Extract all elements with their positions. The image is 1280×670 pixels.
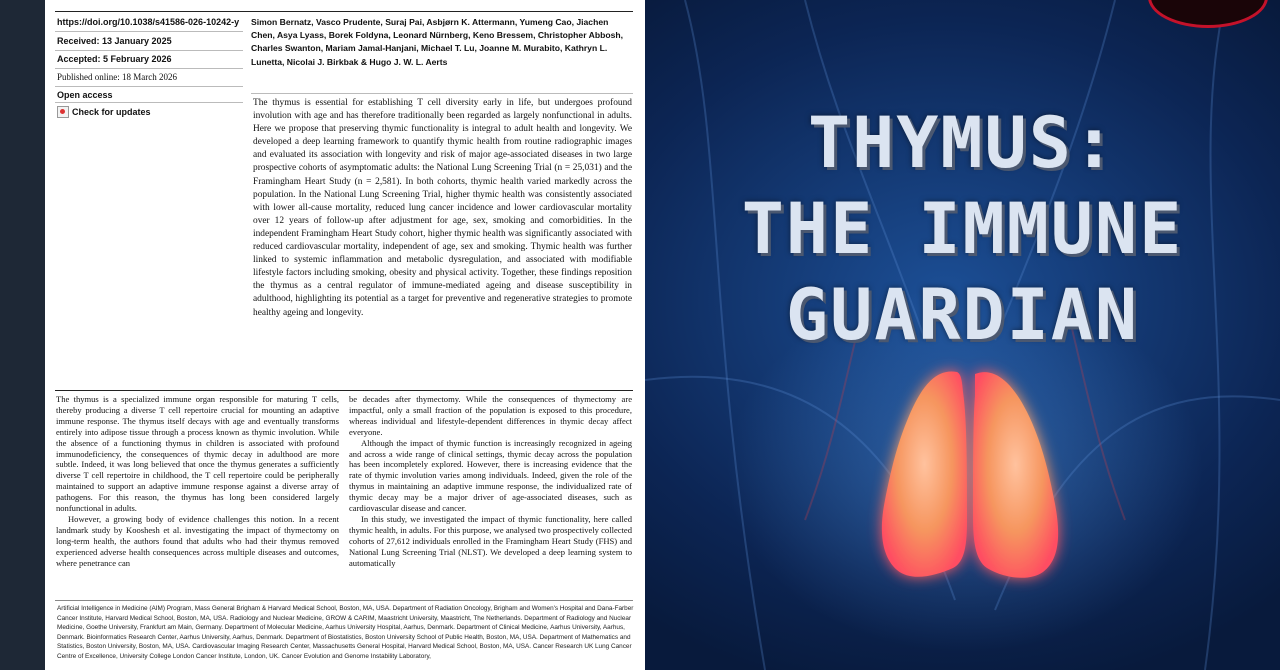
divider [55,86,243,87]
open-access-label: Open access [57,90,113,100]
body-column-1 [56,394,339,569]
top-rule [55,11,633,12]
published-date: Published online: 18 March 2026 [57,72,177,82]
received-date: Received: 13 January 2025 [57,36,172,46]
paragraph: be decades after thymectomy. While the consequences of thymectomy are impactful, only a small fraction of the population is exposed to this procedure, whereas individual and lifestyle-dependent differences in thymic decay affect everyone. [349,394,632,437]
divider [55,68,243,69]
poster-panel [645,0,1280,670]
footnote-rule [55,600,633,601]
body-column-2 [349,394,632,569]
title-line-1: THYMUS: [807,102,1117,184]
check-updates-label: Check for updates [72,107,151,117]
author-list: Simon Bernatz, Vasco Prudente, Suraj Pai, Asbjørn K. Attermann, Yumeng Cao, Jiachen Chen, Asya Lyass, Borek Foldyna, Leonard Nürnberg, Keno Bressem, Christopher Abbosh, Charles Swanton, Mariam Jamal-Hanjani, Michael T. Lu, Joanne M. Murabito, Kathryn L. Lunetta, Nicolai J. Birkbak & Hugo J. W. L. Aerts [251,17,623,67]
left-thymus-lobe [882,371,967,576]
title-line-3: GUARDIAN [785,274,1140,356]
paragraph: However, a growing body of evidence challenges this notion. In a recent landmark study by Kooshesh et al. investigating the impact of thymectomy on long-term health, the authors found that adults who had their thymus removed experienced adverse health consequences across multiple diseases and outcomes, where penetrance can [56,513,339,568]
divider [55,31,243,32]
divider [55,102,243,103]
paper-page [45,0,645,670]
divider [251,93,633,94]
left-background [0,0,45,670]
divider [55,50,243,51]
paragraph: Although the impact of thymic function is increasingly recognized in ageing and across a wide range of clinical settings, thymic decay across the population has been incompletely explored. However, there is increasing evidence that the rate of thymic involution varies among individuals. Indeed, given the role of the thymus in maintaining an adaptive immune response, the individualized rate of thymic decay may be a major driver of age-associated diseases, such as cardiovascular disease and cancer. [349,437,632,514]
right-thymus-lobe [973,372,1058,578]
paragraph: The thymus is a specialized immune organ responsible for maturing T cells, thereby producing a diverse T cell repertoire crucial for mounting an adaptive immune response. The thymus itself decays with age and eventually transforms entirely into adipose tissue through a process known as thymic involution. While the absence of a functioning thymus in children is associated with profound immunodeficiency, the consequences of thymic decay in adulthood are more subtle. Indeed, it was long believed that once the thymus generates a sufficiently diverse T cell repertoire in childhood, the T cell repertoire could be peripherally maintained to support an adaptive immune response against a diverse array of pathogens. For this reason, the thymus has long been considered largely nonfunctional in adults. [56,394,339,514]
doi-link[interactable]: https://doi.org/10.1038/s41586-026-10242-y [57,17,240,27]
poster-title [645,100,1280,358]
affiliation-footnotes: Artificial Intelligence in Medicine (AIM) Program, Mass General Brigham & Harvard Medical School, Boston, MA, USA. Department of Radiation Oncology, Brigham and Women's Hospital and Dana-Farber Cancer Institute, Harvard Medical School, Boston, MA, USA. Radiology and Nuclear Medicine, GROW & CARIM, Maastricht University, Maastricht, The Netherlands. Department of Radiology and Nuclear Medicine, Goethe University, Frankfurt am Main, Germany. Department of Molecular Medicine, Aarhus University Hospital, Aarhus, Denmark. Department of Clinical Medicine, Aarhus University, Aarhus, Denmark. Bioinformatics Research Center, Aarhus University, Aarhus, Denmark. Department of Biostatistics, Boston University School of Public Health, Boston, MA, USA. Department of Mathematics and Statistics, Boston University, Boston, MA, USA. Cardiovascular Imaging Research Center, Massachusetts General Hospital, Harvard Medical School, Boston, MA, USA. Cancer Research UK Lung Cancer Centre of Excellence, University College London Cancer Institute, London, UK. Cancer Evolution and Genome Instability Laboratory, [57,605,634,660]
check-updates-icon [57,106,69,118]
section-rule [55,390,633,391]
abstract: The thymus is essential for establishing T cell diversity early in life, but undergoes profound involution with age and has therefore traditionally been regarded as largely nonfunctional in adults. Here we propose that preserving thymic functionality is integral to adult health and longevity. We developed a deep learning framework to quantify thymic health from routine radiographic images and evaluated its association with longevity and risk of major age-associated diseases in two large prospective cohorts of asymptomatic adults: the National Lung Screening Trial (n = 25,031) and the Framingham Heart Study (n = 2,581). In both cohorts, thymic health varied markedly across the population. In the National Lung Screening Trial, higher thymic health was consistently associated with lower all-cause mortality, reduced lung cancer incidence and lower cardiovascular mortality over 12 years of follow-up after adjustment for age, sex, smoking and comorbidities. In the independent Framingham Heart Study cohort, higher thymic health was significantly associated with reduced cardiovascular mortality, independent of age, sex and smoking. Thymic health was further linked to systemic inflammation and metabolic dysregulation, and associated with modifiable lifestyle factors including smoking, obesity and physical activity. Together, these findings reposition the thymus as a central regulator of immune-mediated ageing and disease susceptibility in adulthood, highlighting its potential as a target for preventive and regenerative strategies to promote healthy ageing and longevity. [253,98,632,318]
thymus-lobes [882,371,1058,577]
accepted-date: Accepted: 5 February 2026 [57,54,172,64]
check-updates-link[interactable] [57,106,151,118]
title-line-2: THE IMMUNE [741,188,1184,270]
paragraph: In this study, we investigated the impact of thymic functionality, here called thymic health, in adults. For this purpose, we analysed two prospectively collected cohorts of 27,612 individuals enrolled in the Framingham Heart Study (FHS) and National Lung Screening Trial (NLST). We developed a deep learning system to automatically [349,513,632,568]
